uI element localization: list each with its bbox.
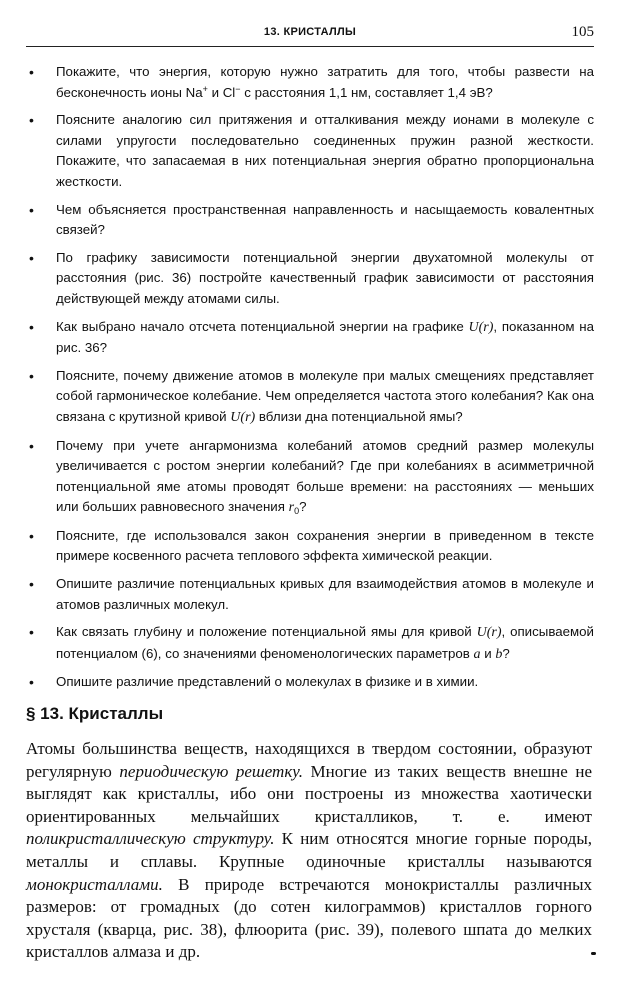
bullet-icon: • — [29, 367, 34, 384]
bullet-icon: • — [29, 249, 34, 266]
page-number: 105 — [571, 24, 594, 40]
bullet-icon: • — [29, 527, 34, 544]
bullet-icon: • — [29, 576, 34, 593]
section-heading: § 13. Кристаллы — [26, 704, 164, 723]
bullet-icon: • — [29, 201, 34, 218]
question-item: • Как выбрано начало отсчета потенциальной энергии на графике U(r), показанном на рис. 36? — [29, 318, 594, 356]
bullet-icon: • — [29, 674, 34, 691]
question-item: • Покажите, что энергия, которую нужно затратить для того, чтобы развести на бесконечность ионы Na+ и Cl− с расстояния 1,1 нм, составляет 1,4 эВ? — [29, 64, 594, 100]
review-questions-list — [26, 62, 594, 700]
question-item: • Опишите различие потенциальных кривых для взаимодействия атомов в молекуле и атомов различных молекул. — [29, 576, 594, 612]
question-item: • Поясните, почему движение атомов в молекуле при малых смещениях представляет собой гармоническое колебание. Чем определяется частота этого колебания? Как она связана с крутизной кривой U(r) вблизи дна потенциальной ямы? — [29, 367, 594, 425]
question-item: • Поясните аналогию сил притяжения и отталкивания между ионами в молекуле с силами упругости последовательно соединенных пружин разной жесткости. Покажите, что запасаемая в них потенциальная энергия обратно пропорциональна жесткости. — [29, 112, 594, 189]
question-item: • По графику зависимости потенциальной энергии двухатомной молекулы от расстояния (рис. 36) постройте качественный график зависимости от расстояния действующей между атомами силы. — [29, 249, 594, 306]
page-mark — [591, 952, 596, 955]
bullet-icon: • — [29, 318, 34, 335]
body-paragraph: Атомы большинства веществ, находящихся в твердом состоянии, образуют регулярную периодическую решетку. Многие из таких веществ внешне не выглядят как кристаллы, ибо они построены из множества хаотически ориентированных мельчайших кристалликов, т. е. имеют поликристаллическую структуру. К ним относятся многие горные породы, металлы и сплавы. Крупные одиночные кристаллы называются монокристаллами. В природе встречаются монокристаллы различных размеров: от громадных (до сотен килограммов) кристаллов горного хрусталя (кварца, рис. 38), флюорита (рис. 39), полевого шпата до мелких кристаллов алмаза и др. — [26, 739, 592, 962]
question-item: • Как связать глубину и положение потенциальной ямы для кривой U(r), описываемой потенциалом (6), со значениями феноменологических параметров a и b? — [29, 624, 594, 662]
running-header — [26, 24, 594, 47]
question-item: • Поясните, где использовался закон сохранения энергии в приведенном в тексте примере косвенного расчета теплового эффекта химической реакции. — [29, 527, 594, 564]
chapter-title: 13. КРИСТАЛЛЫ — [263, 26, 357, 38]
question-item: • Опишите различие представлений о молекулах в физике и в химии. — [26, 672, 594, 693]
bullet-icon: • — [29, 112, 34, 129]
question-item: • Чем объясняется пространственная направленность и насыщаемость ковалентных связей? — [29, 201, 594, 238]
bullet-icon: • — [29, 64, 34, 80]
bullet-icon: • — [29, 624, 34, 641]
question-item: • Почему при учете ангармонизма колебаний атомов средний размер молекулы увеличивается с ростом энергии колебаний? Где при колебаниях в асимметричной потенциальной яме атомы проводят больше времени: на расстояниях — меньших или больших равновесного значения $r_0$? — [29, 437, 594, 517]
bullet-icon: • — [29, 437, 34, 454]
